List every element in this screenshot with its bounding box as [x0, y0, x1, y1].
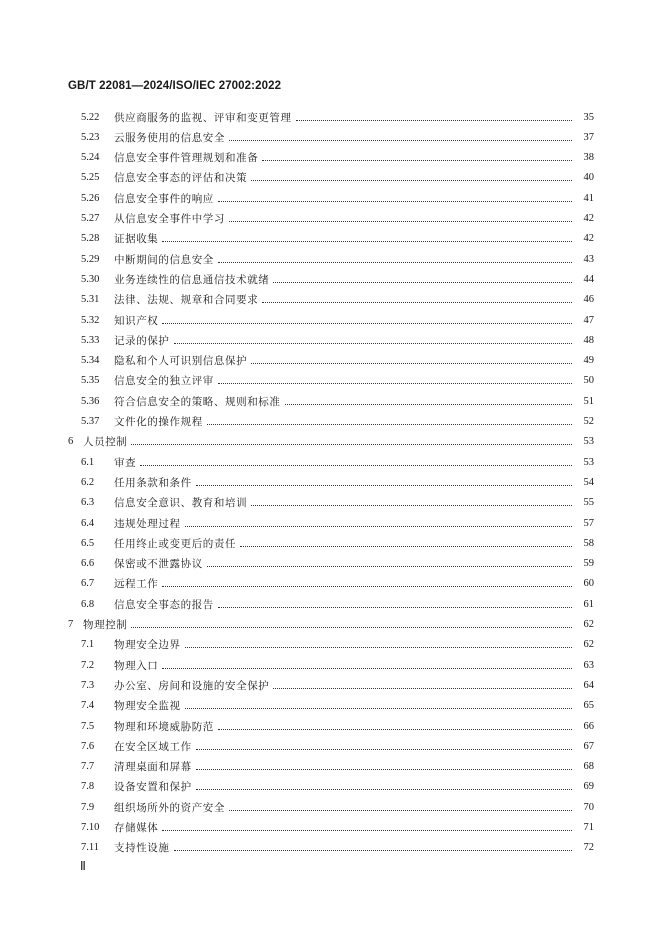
dot-leader: [131, 627, 572, 628]
dot-leader: [240, 546, 572, 547]
toc-entry-number: 5.35: [81, 375, 100, 387]
dot-leader: [162, 241, 572, 242]
dot-leader: [185, 708, 572, 709]
dot-leader: [218, 729, 572, 730]
toc-entry-number: 5.31: [81, 294, 100, 306]
toc-entry-number: 7.4: [81, 700, 95, 712]
toc-entry[interactable]: [0, 229, 662, 249]
toc-entry-page: 44: [583, 273, 594, 285]
toc-entry-number: 7.6: [81, 740, 95, 752]
toc-entry[interactable]: [0, 757, 662, 777]
toc-entry-title: 文件化的操作规程: [114, 416, 203, 428]
toc-entry[interactable]: [0, 554, 662, 574]
toc-entry-page: 40: [583, 172, 594, 184]
toc-entry[interactable]: [0, 351, 662, 371]
toc-entry[interactable]: [0, 148, 662, 168]
toc-entry-title: 法律、法规、规章和合同要求: [114, 294, 259, 307]
toc-entry-number: 5.29: [81, 253, 100, 265]
toc-entry-page: 50: [583, 375, 594, 387]
toc-entry-page: 53: [583, 436, 594, 448]
toc-entry-page: 54: [583, 476, 594, 488]
toc-entry-number: 5.23: [81, 131, 100, 143]
dot-leader: [196, 769, 572, 770]
toc-entry-page: 35: [583, 111, 594, 123]
toc-entry-number: 5.26: [81, 192, 100, 204]
toc-entry[interactable]: [0, 594, 662, 614]
dot-leader: [140, 465, 572, 466]
toc-entry[interactable]: [0, 209, 662, 229]
toc-entry-number: 5.37: [81, 416, 100, 427]
toc-entry-number: 6: [68, 436, 74, 448]
toc-entry-title: 任用终止或变更后的责任: [114, 537, 237, 550]
toc-entry[interactable]: [0, 655, 662, 675]
toc-entry-page: 38: [583, 152, 594, 164]
toc-entry[interactable]: [0, 472, 662, 492]
toc-entry[interactable]: [0, 716, 662, 736]
toc-entry-title: 物理和环境威胁防范: [114, 720, 214, 733]
toc-entry-page: 71: [583, 822, 594, 833]
dot-leader: [262, 160, 572, 161]
toc-entry[interactable]: [0, 188, 662, 208]
toc-entry-number: 5.24: [81, 152, 100, 164]
toc-entry-title: 物理安全监视: [114, 700, 181, 713]
toc-entry-title: 任用条款和条件: [114, 476, 192, 489]
dot-leader: [185, 647, 572, 648]
toc-entry-number: 7.5: [81, 720, 95, 732]
toc-entry-title: 设备安置和保护: [114, 781, 192, 794]
toc-entry-title: 存储媒体: [114, 822, 159, 834]
dot-leader: [218, 262, 572, 263]
toc-entry[interactable]: [0, 777, 662, 797]
toc-entry-title: 在安全区域工作: [114, 740, 192, 753]
toc-entry-page: 60: [583, 578, 594, 590]
toc-entry-page: 52: [583, 416, 594, 427]
dot-leader: [251, 180, 572, 181]
toc-entry[interactable]: [0, 513, 662, 533]
toc-entry[interactable]: [0, 635, 662, 655]
toc-entry-number: 5.32: [81, 314, 100, 326]
toc-entry[interactable]: [0, 493, 662, 513]
dot-leader: [285, 404, 573, 405]
toc-entry-number: 6.2: [81, 476, 95, 488]
toc-entry[interactable]: [0, 310, 662, 330]
dot-leader: [162, 586, 572, 587]
dot-leader: [162, 323, 572, 324]
toc-entry-title: 物理安全边界: [114, 639, 181, 652]
dot-leader: [174, 850, 573, 851]
dot-leader: [185, 526, 572, 527]
toc-entry-title: 信息安全事件管理规划和准备: [114, 152, 259, 165]
dot-leader: [196, 789, 572, 790]
toc-entry-number: 7.7: [81, 761, 95, 773]
toc-entry-title: 清理桌面和屏幕: [114, 761, 192, 774]
toc-entry-page: 42: [583, 233, 594, 245]
toc-entry-page: 53: [583, 456, 594, 468]
toc-entry[interactable]: [0, 452, 662, 472]
toc-entry[interactable]: [0, 290, 662, 310]
dot-leader: [273, 688, 572, 689]
toc-entry-number: 5.25: [81, 172, 100, 184]
toc-entry-title: 保密或不泄露协议: [114, 558, 203, 571]
dot-leader: [196, 485, 572, 486]
toc-entry-page: 42: [583, 213, 594, 224]
toc-entry-number: 7.11: [81, 842, 99, 854]
dot-leader: [251, 505, 572, 506]
toc-entry[interactable]: [0, 391, 662, 411]
toc-entry[interactable]: [0, 371, 662, 391]
toc-entry-title: 信息安全事态的评估和决策: [114, 172, 248, 185]
toc-entry[interactable]: [0, 432, 662, 452]
dot-leader: [229, 221, 572, 222]
toc-entry-title: 违规处理过程: [114, 517, 181, 530]
dot-leader: [218, 607, 572, 608]
toc-entry-title: 业务连续性的信息通信技术就绪: [114, 273, 270, 286]
toc-entry-page: 72: [583, 842, 594, 854]
toc-entry-number: 5.22: [81, 111, 100, 123]
toc-entry-page: 47: [583, 314, 594, 326]
toc-entry-page: 57: [583, 517, 594, 529]
toc-entry[interactable]: [0, 696, 662, 716]
toc-entry[interactable]: [0, 107, 662, 127]
toc-entry-number: 7: [68, 619, 74, 630]
toc-entry-title: 物理控制: [83, 619, 128, 631]
toc-entry[interactable]: [0, 675, 662, 695]
dot-leader: [229, 810, 572, 811]
toc-entry-number: 5.27: [81, 213, 100, 224]
toc-entry-page: 48: [583, 334, 594, 346]
toc-entry-number: 5.30: [81, 273, 100, 285]
toc-entry-title: 办公室、房间和设施的安全保护: [114, 679, 270, 692]
toc-entry-number: 6.3: [81, 497, 95, 509]
toc-entry-page: 62: [583, 619, 594, 630]
toc-entry[interactable]: [0, 533, 662, 553]
toc-entry-title: 组织场所外的资产安全: [114, 801, 225, 814]
toc-entry-page: 49: [583, 355, 594, 367]
toc-entry-page: 65: [583, 700, 594, 712]
toc-entry-number: 6.5: [81, 537, 95, 549]
toc-entry[interactable]: [0, 269, 662, 289]
toc-entry[interactable]: [0, 127, 662, 147]
dot-leader: [174, 343, 573, 344]
toc-entry-number: 5.36: [81, 395, 100, 407]
toc-entry-number: 6.7: [81, 578, 95, 590]
toc-entry-title: 远程工作: [114, 578, 159, 591]
toc-entry-number: 6.4: [81, 517, 95, 529]
toc-entry-page: 64: [583, 679, 594, 691]
toc-entry-title: 供应商服务的监视、评审和变更管理: [114, 111, 292, 124]
dot-leader: [273, 282, 572, 283]
dot-leader: [196, 749, 572, 750]
toc-entry-page: 62: [583, 639, 594, 651]
toc-entry-number: 7.1: [81, 639, 95, 651]
toc-entry-number: 7.8: [81, 781, 95, 793]
toc-entry-title: 支持性设施: [114, 842, 170, 855]
toc-entry-number: 5.28: [81, 233, 100, 245]
toc-entry-title: 信息安全意识、教育和培训: [114, 497, 248, 510]
toc-entry-number: 7.2: [81, 659, 95, 671]
toc-entry-page: 51: [583, 395, 594, 407]
toc-entry[interactable]: [0, 615, 662, 635]
toc-entry[interactable]: [0, 412, 662, 432]
toc-entry[interactable]: [0, 574, 662, 594]
toc-entry[interactable]: [0, 330, 662, 350]
toc-entry-number: 7.3: [81, 679, 95, 691]
toc-entry-title: 信息安全事件的响应: [114, 192, 214, 205]
toc-entry[interactable]: [0, 797, 662, 817]
toc-entry-title: 信息安全的独立评审: [114, 375, 214, 388]
toc-entry-title: 符合信息安全的策略、规则和标准: [114, 395, 281, 408]
dot-leader: [262, 302, 572, 303]
toc-entry-page: 67: [583, 740, 594, 752]
toc-entry-title: 知识产权: [114, 314, 159, 327]
dot-leader: [207, 424, 572, 425]
toc-entry-page: 63: [583, 659, 594, 671]
toc-entry-title: 从信息安全事件中学习: [114, 213, 225, 225]
toc-entry-page: 70: [583, 801, 594, 813]
toc-entry-title: 人员控制: [83, 436, 128, 449]
toc-entry-title: 云服务使用的信息安全: [114, 131, 225, 144]
dot-leader: [131, 444, 572, 445]
toc-entry[interactable]: [0, 818, 662, 838]
toc-entry-page: 41: [583, 192, 594, 204]
toc-entry-number: 5.33: [81, 334, 100, 346]
toc-entry-page: 58: [583, 537, 594, 549]
toc-entry-title: 中断期间的信息安全: [114, 253, 214, 266]
dot-leader: [207, 566, 572, 567]
dot-leader: [229, 140, 572, 141]
toc-entry-number: 7.9: [81, 801, 95, 813]
dot-leader: [296, 120, 572, 121]
dot-leader: [162, 830, 572, 831]
toc-entry-page: 61: [583, 598, 594, 610]
toc-entry-page: 43: [583, 253, 594, 265]
toc-entry-number: 5.34: [81, 355, 100, 367]
toc-entry-title: 隐私和个人可识别信息保护: [114, 355, 248, 368]
dot-leader: [251, 363, 572, 364]
standard-id-header: GB/T 22081—2024/ISO/IEC 27002:2022: [68, 80, 282, 92]
toc-entry-page: 66: [583, 720, 594, 732]
toc-entry-page: 46: [583, 294, 594, 306]
dot-leader: [218, 201, 572, 202]
toc-entry[interactable]: [0, 838, 662, 858]
toc-entry-page: 68: [583, 761, 594, 773]
toc-entry-title: 物理入口: [114, 659, 159, 672]
dot-leader: [218, 383, 572, 384]
dot-leader: [162, 668, 572, 669]
toc-entry-number: 7.10: [81, 822, 100, 833]
toc-entry-page: 69: [583, 781, 594, 793]
toc-entry[interactable]: [0, 168, 662, 188]
toc-entry-title: 证据收集: [114, 233, 159, 246]
toc-entry-title: 记录的保护: [114, 334, 170, 347]
toc-entry-page: 59: [583, 558, 594, 570]
toc-entry-number: 6.8: [81, 598, 95, 610]
toc-entry[interactable]: [0, 249, 662, 269]
toc-entry-title: 信息安全事态的报告: [114, 598, 214, 611]
toc-entry-title: 审查: [114, 456, 137, 469]
page-number: Ⅱ: [80, 859, 86, 873]
toc-entry-number: 6.6: [81, 558, 95, 570]
toc-entry-number: 6.1: [81, 456, 95, 468]
toc-entry[interactable]: [0, 736, 662, 756]
toc-entry-page: 37: [583, 131, 594, 143]
toc-entry-page: 55: [583, 497, 594, 509]
